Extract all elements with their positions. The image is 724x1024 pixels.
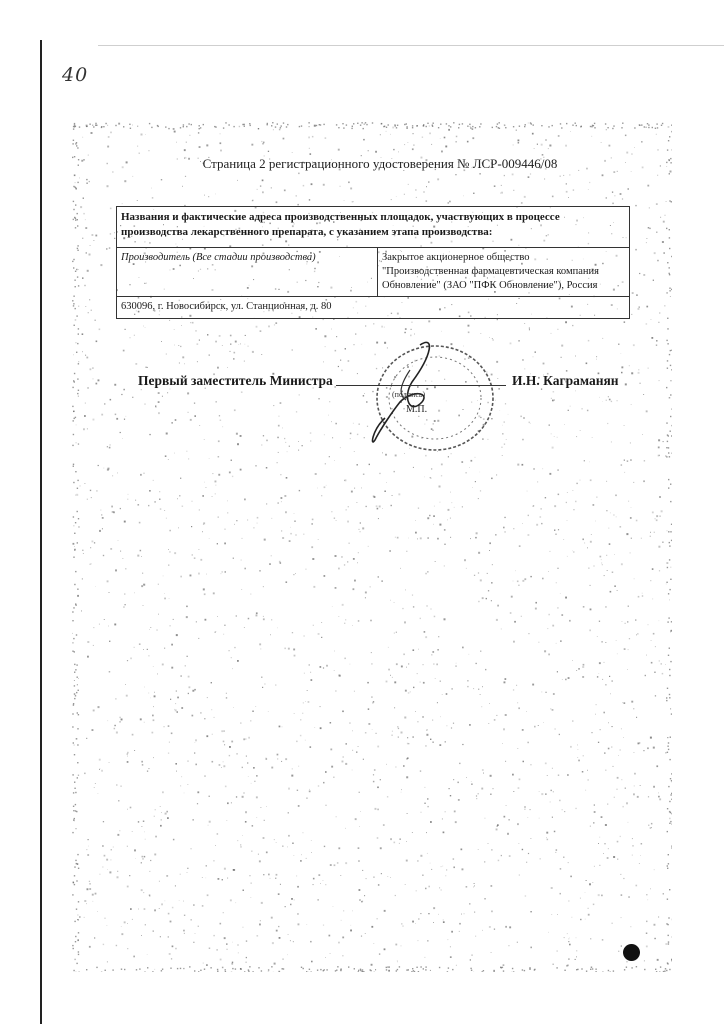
- table-heading-cell: Названия и фактические адреса производственных площадок, участвующих в процессе производства лекарственного препарата, с указанием этапа производства:: [117, 207, 630, 248]
- company-line: Закрытое акционерное общество: [382, 252, 530, 263]
- signature-caption: (подпись): [392, 390, 426, 399]
- page-left-edge: [40, 40, 42, 1024]
- facility-address-cell: 630096, г. Новосибирск, ул. Станционная, д. 80: [117, 296, 630, 318]
- production-role-cell: Производитель (Все стадии производства): [117, 248, 378, 297]
- handwritten-page-number: 40: [62, 64, 89, 86]
- stamp-place-label: М.П.: [406, 404, 428, 415]
- table-row: [117, 296, 630, 318]
- company-line: "Производственная фармацевтическая компания: [382, 265, 599, 277]
- table-row: [117, 248, 630, 297]
- manufacturer-name-cell: [378, 248, 630, 297]
- signatory-position: Первый заместитель Министра: [138, 373, 333, 388]
- page-header: Страница 2 регистрационного удостоверения № ЛСР-009446/08: [202, 156, 558, 171]
- production-facilities-table: [116, 206, 630, 319]
- signature-line: [336, 385, 506, 386]
- company-line: Обновление" (ЗАО "ПФК Обновление"), Россия: [382, 279, 598, 291]
- table-heading-row: [117, 207, 630, 248]
- page-top-edge: [98, 45, 724, 46]
- signatory-name: И.Н. Каграманян: [512, 373, 619, 388]
- scan-artifact-dot: [623, 944, 640, 961]
